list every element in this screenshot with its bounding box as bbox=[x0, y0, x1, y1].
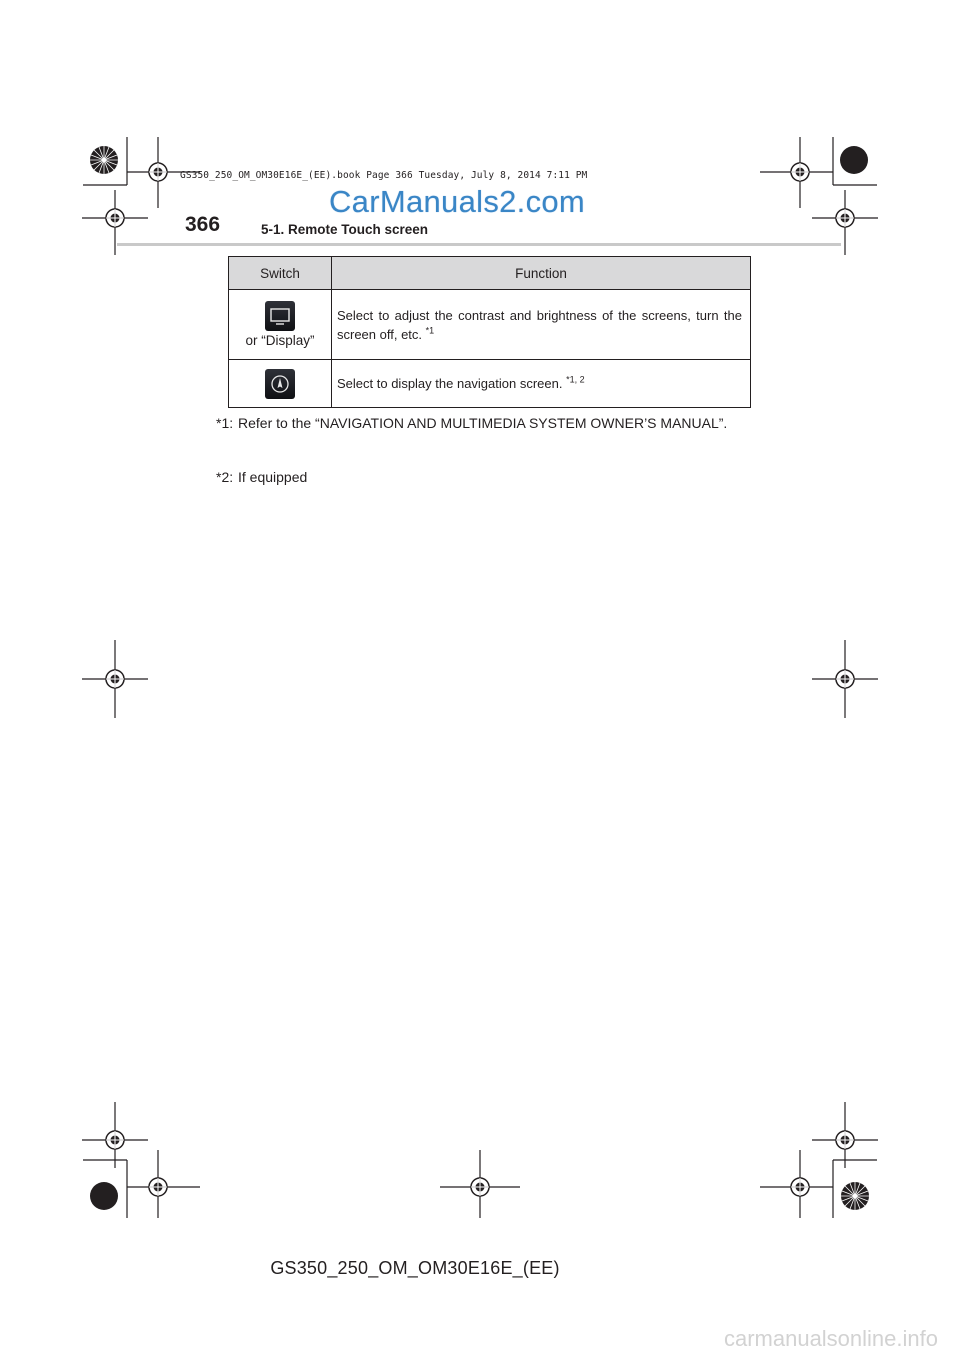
function-cell bbox=[332, 360, 751, 408]
footer-document-code: GS350_250_OM_OM30E16E_(EE) bbox=[270, 1258, 560, 1278]
footnote-text: If equipped bbox=[238, 469, 308, 485]
function-cell bbox=[332, 290, 751, 360]
watermark-bottom: carmanualsonline.info bbox=[723, 1326, 938, 1351]
column-header-switch: Switch bbox=[229, 257, 332, 290]
table-row bbox=[229, 290, 751, 360]
header-rule bbox=[117, 243, 841, 246]
watermark-top: CarManuals2.com bbox=[329, 184, 586, 219]
switch-label: or “Display” bbox=[245, 333, 315, 348]
function-text: Select to adjust the contrast and brightness of the screens, turn the screen off, etc. bbox=[337, 307, 742, 342]
footnote-marker: *1: bbox=[216, 415, 234, 431]
display-screen-icon bbox=[265, 301, 295, 331]
function-text: Select to display the navigation screen. bbox=[337, 376, 563, 391]
footnote-marker: *2: bbox=[216, 469, 234, 485]
switch-cell bbox=[229, 290, 332, 360]
page-number: 366 bbox=[185, 213, 221, 236]
book-info-line: GS350_250_OM_OM30E16E_(EE).book Page 366 Tuesday, July 8, 2014 7:11 PM bbox=[180, 170, 588, 181]
footnote-2 bbox=[216, 466, 307, 488]
switch-function-table bbox=[228, 256, 751, 408]
switch-cell bbox=[229, 360, 332, 408]
navigation-compass-icon bbox=[265, 369, 295, 399]
footnote-ref: *1 bbox=[425, 325, 435, 336]
section-title: 5-1. Remote Touch screen bbox=[261, 222, 429, 237]
table-header-row bbox=[229, 257, 751, 290]
table-row bbox=[229, 360, 751, 408]
footnote-1 bbox=[216, 412, 746, 434]
footnote-ref: *1, 2 bbox=[566, 374, 585, 385]
footnote-text: Refer to the “NAVIGATION AND MULTIMEDIA SYSTEM OWNER’S MANUAL”. bbox=[238, 415, 728, 431]
column-header-function: Function bbox=[332, 257, 751, 290]
